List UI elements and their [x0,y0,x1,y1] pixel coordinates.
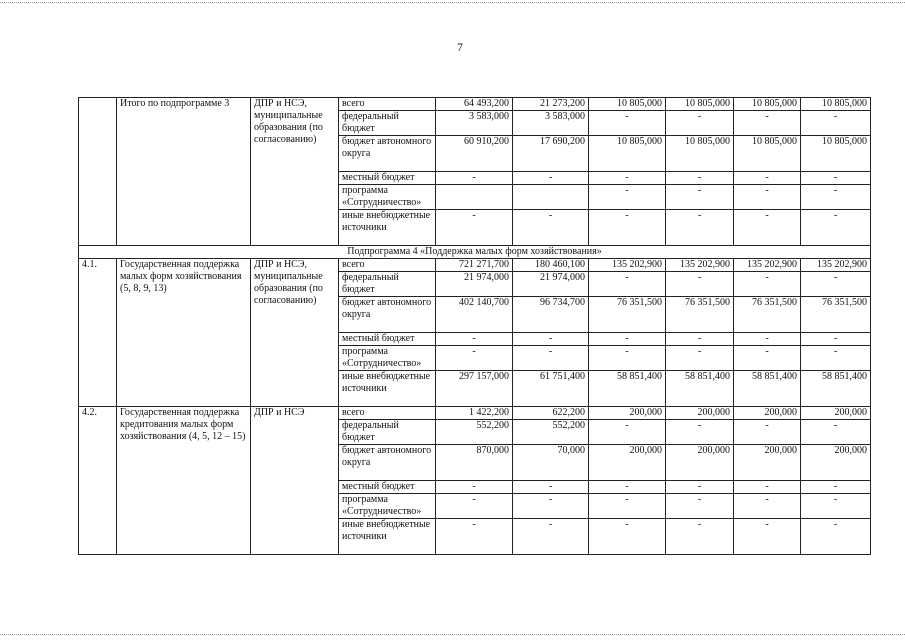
amount-cell: 870,000 [436,445,513,481]
amount-cell: 1 422,200 [436,407,513,420]
amount-cell: 61 751,400 [513,371,589,407]
amount-cell: - [734,272,801,297]
amount-cell: - [513,481,589,494]
subprogram-row [79,246,871,259]
amount-cell: - [734,420,801,445]
amount-cell: 3 583,000 [436,111,513,136]
amount-cell: - [734,346,801,371]
amount-cell: - [589,420,666,445]
amount-cell: 21 273,200 [513,98,589,111]
funding-source: программа «Сотрудничество» [339,494,436,519]
amount-cell: - [436,210,513,246]
amount-cell: - [436,519,513,555]
amount-cell: - [589,519,666,555]
amount-cell: - [666,494,734,519]
amount-cell: - [801,111,871,136]
amount-cell: - [589,481,666,494]
amount-cell: 10 805,000 [666,136,734,172]
table-row [79,407,871,420]
amount-cell: - [734,172,801,185]
amount-cell: 721 271,700 [436,259,513,272]
amount-cell: - [801,172,871,185]
executor: ДПР и НСЭ, муниципальные образования (по согласованию) [251,98,339,246]
amount-cell: 10 805,000 [589,98,666,111]
amount-cell: - [734,481,801,494]
scan-edge-bottom [0,634,905,635]
amount-cell: 10 805,000 [734,136,801,172]
amount-cell: - [801,346,871,371]
amount-cell: - [666,333,734,346]
amount-cell: - [589,333,666,346]
amount-cell: - [589,346,666,371]
amount-cell: - [589,172,666,185]
amount-cell: - [734,111,801,136]
amount-cell: - [801,185,871,210]
funding-source: программа «Сотрудничество» [339,185,436,210]
amount-cell: 76 351,500 [589,297,666,333]
amount-cell: - [666,420,734,445]
amount-cell: 200,000 [666,445,734,481]
table-body [79,98,871,555]
funding-source: местный бюджет [339,333,436,346]
amount-cell: 10 805,000 [801,98,871,111]
table-row [79,259,871,272]
funding-source: всего [339,98,436,111]
amount-cell: 58 851,400 [589,371,666,407]
funding-source: иные внебюджетные источники [339,371,436,407]
amount-cell: 200,000 [801,407,871,420]
amount-cell: 76 351,500 [801,297,871,333]
amount-cell: - [513,333,589,346]
amount-cell: 70,000 [513,445,589,481]
page-number: 7 [457,40,463,54]
event-name: Итого по подпрограмме 3 [117,98,251,246]
amount-cell: 200,000 [666,407,734,420]
amount-cell: 200,000 [589,445,666,481]
funding-source: иные внебюджетные источники [339,210,436,246]
amount-cell: - [513,210,589,246]
amount-cell: 64 493,200 [436,98,513,111]
row-number [79,98,117,246]
amount-cell: - [734,494,801,519]
amount-cell: - [436,481,513,494]
amount-cell: 21 974,000 [513,272,589,297]
amount-cell: 135 202,900 [801,259,871,272]
amount-cell: - [589,494,666,519]
amount-cell: 58 851,400 [734,371,801,407]
amount-cell: - [589,210,666,246]
amount-cell: - [801,210,871,246]
amount-cell: - [801,494,871,519]
amount-cell: - [436,346,513,371]
amount-cell: - [666,519,734,555]
amount-cell: - [801,272,871,297]
amount-cell: - [513,494,589,519]
scan-edge-top [0,2,905,3]
amount-cell: - [666,210,734,246]
amount-cell: 552,200 [513,420,589,445]
amount-cell: - [436,172,513,185]
funding-source: федеральный бюджет [339,111,436,136]
amount-cell: - [589,185,666,210]
amount-cell: 135 202,900 [666,259,734,272]
amount-cell: - [513,346,589,371]
amount-cell: 58 851,400 [801,371,871,407]
funding-source: иные внебюджетные источники [339,519,436,555]
amount-cell: - [666,185,734,210]
amount-cell: - [589,111,666,136]
amount-cell: - [666,172,734,185]
funding-source: бюджет автономного округа [339,297,436,333]
amount-cell: 10 805,000 [589,136,666,172]
amount-cell: 17 690,200 [513,136,589,172]
amount-cell: - [666,111,734,136]
amount-cell: 180 460,100 [513,259,589,272]
funding-source: бюджет автономного округа [339,445,436,481]
amount-cell: 21 974,000 [436,272,513,297]
amount-cell: 96 734,700 [513,297,589,333]
funding-source: всего [339,259,436,272]
amount-cell: 200,000 [801,445,871,481]
amount-cell: 58 851,400 [666,371,734,407]
amount-cell: 135 202,900 [589,259,666,272]
amount-cell [436,185,513,210]
amount-cell: 10 805,000 [666,98,734,111]
amount-cell: - [734,210,801,246]
amount-cell: - [801,420,871,445]
amount-cell: - [801,481,871,494]
amount-cell: - [436,333,513,346]
amount-cell: - [436,494,513,519]
amount-cell: - [801,333,871,346]
amount-cell: - [666,346,734,371]
amount-cell: 3 583,000 [513,111,589,136]
funding-source: местный бюджет [339,481,436,494]
funding-source: местный бюджет [339,172,436,185]
amount-cell: 76 351,500 [666,297,734,333]
event-name: Государственная поддержка малых форм хозяйствования (5, 8, 9, 13) [117,259,251,407]
row-number: 4.2. [79,407,117,555]
amount-cell: 402 140,700 [436,297,513,333]
amount-cell: - [666,481,734,494]
amount-cell: 552,200 [436,420,513,445]
amount-cell: 297 157,000 [436,371,513,407]
funding-source: федеральный бюджет [339,272,436,297]
amount-cell: - [801,519,871,555]
row-number: 4.1. [79,259,117,407]
amount-cell: - [734,185,801,210]
table-row [79,98,871,111]
executor: ДПР и НСЭ [251,407,339,555]
budget-table [78,97,871,555]
funding-source: всего [339,407,436,420]
amount-cell: - [589,272,666,297]
amount-cell: 10 805,000 [801,136,871,172]
amount-cell: 200,000 [734,407,801,420]
amount-cell: 200,000 [734,445,801,481]
executor: ДПР и НСЭ, муниципальные образования (по согласованию) [251,259,339,407]
funding-source: бюджет автономного округа [339,136,436,172]
amount-cell: 76 351,500 [734,297,801,333]
funding-source: федеральный бюджет [339,420,436,445]
amount-cell: 135 202,900 [734,259,801,272]
amount-cell: 60 910,200 [436,136,513,172]
subprogram-title: Подпрограмма 4 «Поддержка малых форм хозяйствования» [79,246,871,259]
amount-cell [513,185,589,210]
amount-cell: - [734,519,801,555]
amount-cell: - [513,519,589,555]
amount-cell: - [513,172,589,185]
amount-cell: 622,200 [513,407,589,420]
event-name: Государственная поддержка кредитования малых форм хозяйствования (4, 5, 12 – 15) [117,407,251,555]
amount-cell: 10 805,000 [734,98,801,111]
funding-source: программа «Сотрудничество» [339,346,436,371]
amount-cell: 200,000 [589,407,666,420]
amount-cell: - [666,272,734,297]
amount-cell: - [734,333,801,346]
